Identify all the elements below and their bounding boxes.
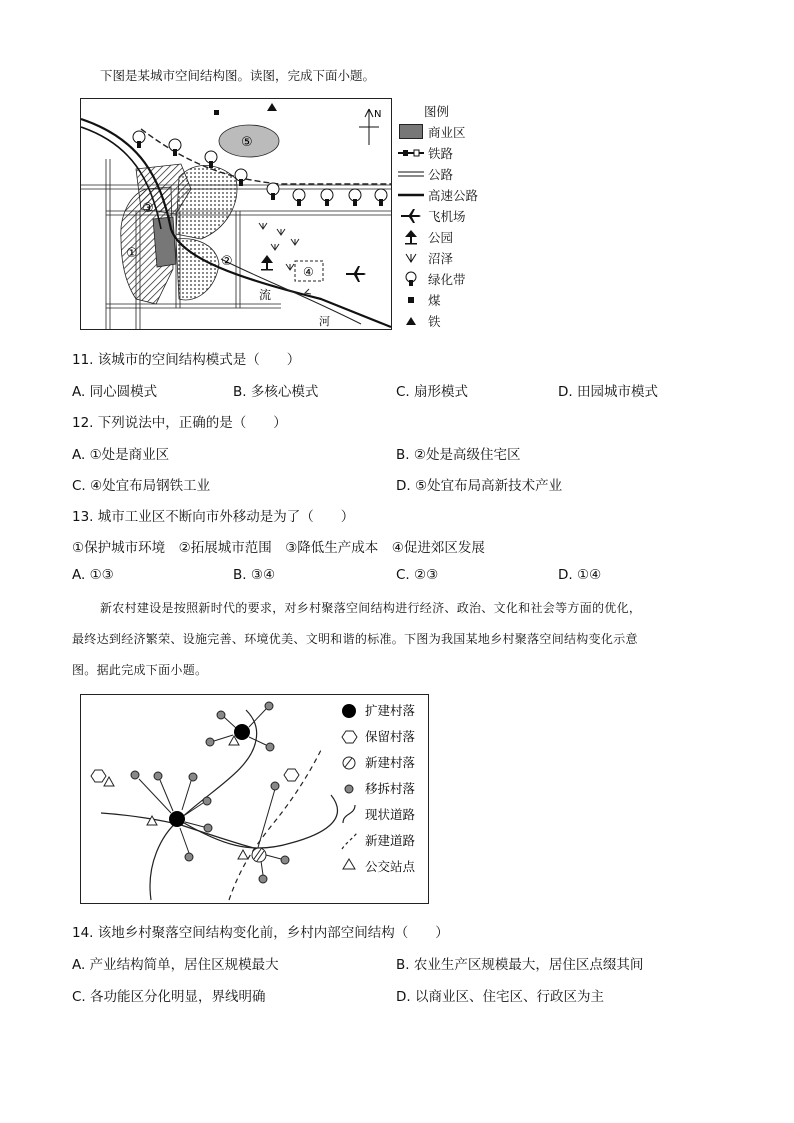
q12-option-d[interactable]: D. ⑤处宜布局高新技术产业: [396, 478, 563, 494]
q13-option-a[interactable]: A. ①③: [72, 567, 114, 583]
airplane-icon: [398, 208, 424, 224]
intro2-line-2: 最终达到经济繁荣、设施完善、环境优美、文明和谐的标准。下图为我国某地乡村聚落空间结构变化示意: [72, 632, 638, 646]
bus-stop-4: [238, 850, 248, 859]
retained-village-2: [284, 769, 299, 781]
q12-stem: 12. 下列说法中，正确的是（ ）: [72, 415, 287, 431]
legend-item-highway: 高速公路: [398, 184, 478, 205]
bus-stop-2: [147, 816, 157, 825]
coal-icon: [214, 110, 219, 115]
iron-legend-icon: [398, 316, 424, 326]
legend-item-iron: 铁: [398, 310, 478, 331]
q11-option-b[interactable]: B. 多核心模式: [233, 384, 319, 400]
q13-statements: ①保护城市环境 ②拓展城市范围 ③降低生产成本 ④促进郊区发展: [72, 540, 485, 556]
legend-item-road: 公路: [398, 163, 478, 184]
legend-expanded-icon: [342, 704, 356, 718]
zone-dotted-area-upper: [176, 165, 237, 239]
q14-option-d[interactable]: D. 以商业区、住宅区、行政区为主: [396, 989, 604, 1005]
q14-stem: 14. 该地乡村聚落空间结构变化前，乡村内部空间结构（ ）: [72, 925, 449, 941]
north-label: N: [374, 109, 382, 120]
legend-bus-stop-label: 公交站点: [365, 859, 416, 874]
legend-expanded-label: 扩建村落: [365, 703, 416, 718]
q12-option-c[interactable]: C. ④处宜布局钢铁工业: [72, 478, 211, 494]
legend-new-icon: [343, 757, 355, 769]
expanded-village-upper: [234, 724, 250, 740]
q11-option-a[interactable]: A. 同心圆模式: [72, 384, 158, 400]
q11-stem: 11. 该城市的空间结构模式是（ ）: [72, 352, 301, 368]
marsh-legend-icon: [398, 252, 424, 264]
legend-new-label: 新建村落: [365, 755, 416, 770]
commercial-area: [153, 217, 176, 267]
river-char-1: 流: [259, 288, 272, 302]
tree-legend-icon: [398, 271, 424, 287]
zone-label-3: ③: [142, 201, 154, 216]
park-icon: [261, 255, 273, 271]
legend-bus-stop-icon: [343, 859, 355, 869]
q13-option-c[interactable]: C. ②③: [396, 567, 439, 583]
city-map-legend: [398, 100, 478, 331]
legend-item-park: 公园: [398, 226, 478, 247]
q11-option-c[interactable]: C. 扇形模式: [396, 384, 469, 400]
new-village: [252, 848, 266, 862]
rural-settlement-map: [80, 694, 429, 904]
river-char-2: 河: [319, 315, 330, 328]
zone-label-5: ⑤: [241, 135, 253, 150]
legend-retained-label: 保留村落: [365, 729, 416, 744]
city-structure-map: [80, 98, 392, 330]
legend-new-road-label: 新建道路: [365, 833, 416, 848]
q13-option-d[interactable]: D. ①④: [558, 567, 602, 583]
zone-label-4: ④: [303, 265, 314, 279]
relocated-villages-right: [257, 782, 289, 883]
legend-item-airport: 飞机场: [398, 205, 478, 226]
legend-item-railway: 铁路: [398, 142, 478, 163]
bus-stop-3: [104, 777, 114, 786]
legend-item-greenbelt: 绿化带: [398, 268, 478, 289]
intro-text-1: 下图是某城市空间结构图。读图，完成下面小题。: [100, 68, 376, 83]
airport-icon: [346, 266, 366, 282]
highway-icon: [398, 190, 424, 200]
zone-2-area: [176, 239, 219, 300]
intro2-line-1: 新农村建设是按照新时代的要求，对乡村聚落空间结构进行经济、政治、文化和社会等方面的优化，: [100, 601, 642, 615]
park-legend-icon: [398, 229, 424, 245]
new-road: [229, 750, 321, 900]
commercial-swatch: [398, 124, 424, 139]
iron-icon: [267, 103, 277, 111]
zone-label-2: ②: [221, 254, 233, 269]
legend-item-commercial: 商业区: [398, 121, 478, 142]
legend-title: 图例: [424, 103, 450, 119]
q13-option-b[interactable]: B. ③④: [233, 567, 276, 583]
intro2-line-3: 图。据此完成下面小题。: [72, 663, 208, 677]
city-map-svg: [81, 99, 391, 329]
legend-relocated-label: 移拆村落: [365, 781, 416, 796]
rural-legend-symbols: [342, 704, 357, 869]
rural-map-svg: [81, 695, 428, 903]
retained-village-1: [91, 770, 106, 782]
q14-option-b[interactable]: B. 农业生产区规模最大，居住区点缀其间: [396, 957, 644, 973]
legend-retained-icon: [342, 731, 357, 743]
q14-option-c[interactable]: C. 各功能区分化明显，界线明确: [72, 989, 266, 1005]
q12-option-b[interactable]: B. ②处是高级住宅区: [396, 447, 521, 463]
zone-label-1: ①: [126, 246, 138, 261]
legend-road-label: 现状道路: [365, 807, 416, 822]
railway-icon: [398, 148, 424, 158]
q14-option-a[interactable]: A. 产业结构简单，居住区规模最大: [72, 957, 279, 973]
q11-option-d[interactable]: D. 田园城市模式: [558, 384, 658, 400]
intro-text-2: [72, 593, 722, 686]
legend-item-coal: 煤: [398, 289, 478, 310]
road-icon: [398, 169, 424, 179]
q13-stem: 13. 城市工业区不断向市外移动是为了（ ）: [72, 509, 355, 525]
coal-legend-icon: [398, 297, 424, 303]
legend-relocated-icon: [345, 785, 353, 793]
legend-new-road-icon: [342, 833, 357, 849]
q12-option-a[interactable]: A. ①处是商业区: [72, 447, 170, 463]
legend-item-marsh: 沼泽: [398, 247, 478, 268]
legend-road-icon: [343, 805, 355, 823]
expanded-village-center: [169, 811, 185, 827]
